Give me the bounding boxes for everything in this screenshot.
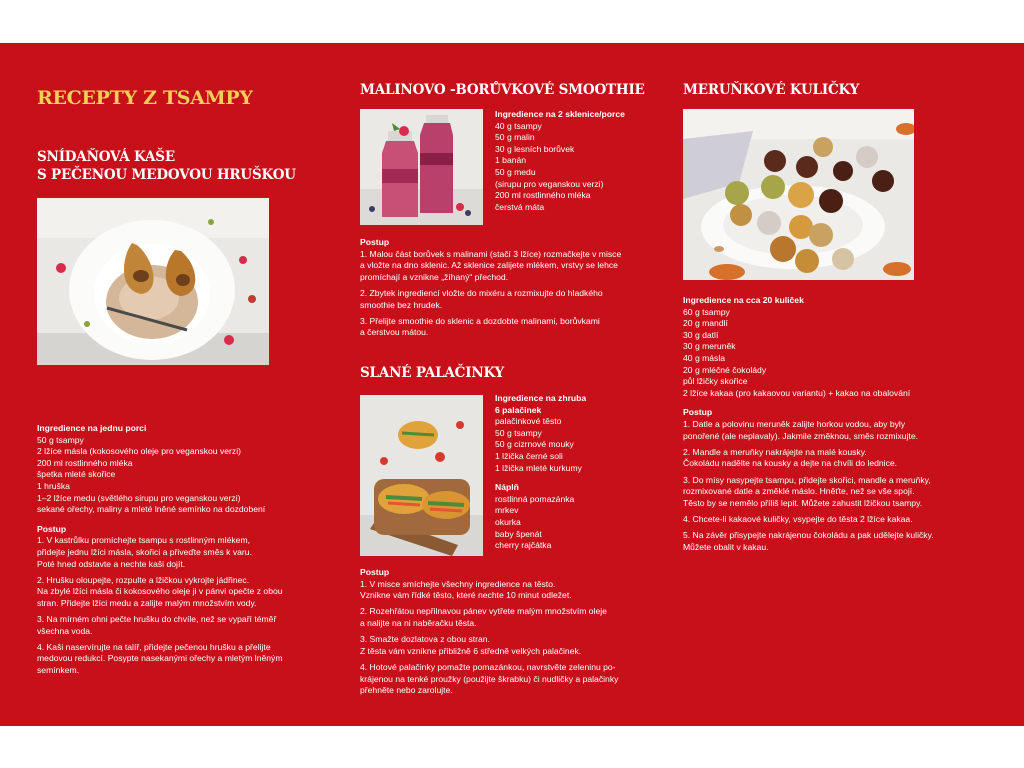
- step-line: 2. Mandle a meruňky nakrájejte na malé kousky.: [683, 446, 867, 457]
- apricot-balls-ingredient: 20 g mléčné čokolády: [683, 364, 767, 375]
- apricot-balls-ingredient: půl lžičky skořice: [683, 376, 748, 387]
- porridge-ingredient: 1 hruška: [37, 480, 70, 491]
- porridge-title-line-2: S PEČENOU MEDOVOU HRUŠKOU: [37, 167, 296, 183]
- porridge-ingredient: 200 ml rostlinného mléka: [37, 457, 133, 468]
- smoothie-title: MALINOVO -BORŮVKOVÉ SMOOTHIE: [360, 82, 645, 98]
- porridge-recipe-text: [37, 423, 283, 681]
- porridge-ingredient: sekané ořechy, maliny a mleté lněné semínko na dozdobení: [37, 504, 266, 515]
- apricot-balls-step-4: [683, 514, 934, 526]
- step-line: a nalijte na ni naběračku těsta.: [360, 617, 477, 628]
- porridge-ingredient: 50 g tsampy: [37, 434, 84, 445]
- step-line: Čokoládu nadělte na kousky a dejte na chvíli do lednice.: [683, 458, 898, 469]
- apricot-balls-ingredient: 30 g datlí: [683, 329, 719, 340]
- pancakes-steps-heading: Postup: [360, 567, 390, 577]
- smoothie-ingredients: [495, 109, 625, 213]
- pancakes-ingredients: [495, 393, 586, 552]
- step-line: 3. Smažte dozlatova z obou stran.: [360, 634, 490, 645]
- step-line: 4. Kaši naservírujte na talíř, přidejte pečenou hrušku a přelijte: [37, 641, 271, 652]
- step-line: přehněte nebo zarolujte.: [360, 685, 453, 696]
- step-line: Těsto by se nemělo příliš lepit. Můžete zahustit lžičkou tsampy.: [683, 497, 923, 508]
- apricot-balls-step-5: [683, 530, 934, 553]
- porridge-ingredient: 2 lžíce másla (kokosového oleje pro veganskou verzi): [37, 446, 241, 457]
- pancakes-step-1: [360, 579, 618, 602]
- pancakes-ingredient: 1 lžička mleté kurkumy: [495, 462, 582, 473]
- step-line: promíchají a vznikne „žíhaný“ přechod.: [360, 271, 509, 282]
- smoothie-ingredient: 200 ml rostlinného mléka: [495, 190, 591, 201]
- porridge-ingredient: 1–2 lžíce medu (světlého sirupu pro veganskou verzi): [37, 492, 241, 503]
- step-line: stran. Přidejte lžíci medu a zalijte malým množstvím vody.: [37, 597, 257, 608]
- apricot-balls-photo: [683, 109, 914, 280]
- pancakes-filling-item: mrkev: [495, 505, 519, 516]
- step-line: 3. Na mírném ohni pečte hrušku do chvíle, než se vypaří téměř: [37, 614, 277, 625]
- apricot-balls-steps-heading: Postup: [683, 407, 713, 418]
- step-line: 3. Do mísy nasypejte tsampu, přidejte skořici, mandle a meruňky,: [683, 474, 931, 485]
- porridge-ingredient: špetka mleté skořice: [37, 469, 116, 480]
- apricot-balls-ingredient: 30 g meruněk: [683, 341, 736, 352]
- step-line: 3. Přelijte smoothie do sklenic a dozdobte malinami, borůvkami: [360, 315, 600, 326]
- smoothie-steps-heading: Postup: [360, 237, 390, 247]
- smoothie-ingredient: 30 g lesních borůvek: [495, 143, 575, 154]
- smoothie-steps: [360, 237, 621, 344]
- pancakes-filling-item: rostlinná pomazánka: [495, 493, 575, 504]
- apricot-balls-title: MERUŇKOVÉ KULIČKY: [683, 82, 860, 98]
- apricot-balls-ingredient: 60 g tsampy: [683, 306, 730, 317]
- step-line: 5. Na závěr přisypejte nakrájenou čokoládu a pak udělejte kuličky.: [683, 530, 934, 541]
- pancakes-ingredient: 1 lžička černé soli: [495, 450, 563, 461]
- apricot-balls-step-3: [683, 475, 934, 510]
- step-line: krájenou na tenké proužky (použijte škrabku) či nudličky a palačinky: [360, 673, 619, 684]
- apricot-balls-step-1: [683, 419, 934, 442]
- pancakes-step-3: [360, 634, 618, 657]
- porridge-title: [37, 148, 296, 184]
- pancakes-ingredient: 50 g cizrnové mouky: [495, 439, 574, 450]
- porridge-steps-heading: Postup: [37, 523, 67, 534]
- main-title: RECEPTY Z TSAMPY: [37, 87, 253, 109]
- step-line: a čerstvou mátou.: [360, 327, 429, 338]
- apricot-balls-ingredient: 40 g másla: [683, 352, 726, 363]
- pancakes-title: SLANÉ PALAČINKY: [360, 365, 505, 381]
- pancakes-step-2: [360, 606, 618, 629]
- step-line: medovou redukcí. Posypte nasekanými ořechy a mletým lněným: [37, 653, 283, 664]
- step-line: 2. Zbytek ingrediencí vložte do mixéru a rozmixujte do hladkého: [360, 287, 603, 298]
- pancakes-ingredient: 50 g tsampy: [495, 427, 542, 438]
- pancakes-filling-item: cherry rajčátka: [495, 540, 552, 551]
- apricot-balls-step-2: [683, 447, 934, 470]
- step-line: 1. V kastrůlku promíchejte tsampu s rostlinným mlékem,: [37, 535, 251, 546]
- step-line: Vznikne vám řídké těsto, které nechte 10 minut odležet.: [360, 590, 572, 601]
- pancakes-steps: [360, 567, 618, 701]
- smoothie-ingredient: (sirupu pro veganskou verzi): [495, 178, 604, 189]
- apricot-balls-recipe-text: [683, 295, 934, 558]
- step-line: ponořené (ale neplavaly). Jakmile změknou, směs rozmixujte.: [683, 430, 918, 441]
- pancakes-filling-heading: Náplň: [495, 482, 519, 493]
- step-line: smoothie bez hrudek.: [360, 299, 443, 310]
- step-line: 2. Rozehřátou nepřilnavou pánev vytřete malým množstvím oleje: [360, 606, 607, 617]
- step-line: 1. Malou část borůvek s malinami (stačí 3 lžíce) rozmačkejte v misce: [360, 248, 622, 259]
- porridge-step-3: [37, 614, 283, 637]
- smoothie-ingredients-heading: Ingredience na 2 sklenice/porce: [495, 109, 625, 119]
- porridge-ingredients-heading: Ingredience na jednu porci: [37, 423, 147, 433]
- apricot-balls-ingredients-heading: Ingredience na cca 20 kuliček: [683, 295, 804, 305]
- pancakes-ingredients-heading-2: 6 palačinek: [495, 404, 542, 415]
- apricot-balls-ingredient: 20 g mandlí: [683, 318, 728, 329]
- smoothie-step-2: [360, 288, 621, 311]
- smoothie-step-3: [360, 316, 621, 339]
- smoothie-step-1: [360, 249, 621, 284]
- step-line: 1. Datle a polovinu meruněk zalijte horkou vodou, aby byly: [683, 418, 906, 429]
- smoothie-ingredient: 50 g malin: [495, 132, 535, 143]
- step-line: a vložte na dno sklenic. Až sklenice zalijete mlékem, vrstvy se lehce: [360, 260, 618, 271]
- smoothie-ingredient: čerstvá máta: [495, 201, 545, 212]
- pancakes-filling-item: okurka: [495, 516, 521, 527]
- step-line: přidejte jednu lžíci másla, skořici a přiveďte směs k varu.: [37, 546, 252, 557]
- smoothie-ingredient: 1 banán: [495, 155, 527, 166]
- porridge-photo: [37, 198, 269, 365]
- pancakes-step-4: [360, 662, 618, 697]
- recipe-page: [0, 43, 1024, 726]
- pancakes-photo: [360, 395, 483, 556]
- porridge-title-line-1: SNÍDAŇOVÁ KAŠE: [37, 149, 175, 165]
- step-line: Poté hned odstavte a nechte kaši dojít.: [37, 558, 186, 569]
- step-line: 4. Hotové palačinky pomažte pomazánkou, navrstvěte zeleninu po-: [360, 661, 616, 672]
- pancakes-ingredient: palačinkové těsto: [495, 416, 562, 427]
- smoothie-ingredient: 50 g medu: [495, 166, 536, 177]
- pancakes-filling-item: baby špenát: [495, 528, 542, 539]
- step-line: Z těsta vám vznikne přibližně 6 středně velkých palačinek.: [360, 645, 582, 656]
- porridge-step-2: [37, 575, 283, 610]
- step-line: 4. Chcete-li kakaové kuličky, vsypejte do těsta 2 lžíce kakaa.: [683, 513, 913, 524]
- step-line: Můžete obalit v kakau.: [683, 541, 769, 552]
- porridge-step-4: [37, 642, 283, 677]
- smoothie-photo: [360, 109, 483, 225]
- step-line: rozmixované datle a změklé máslo. Hněťte, než se vše spojí.: [683, 486, 915, 497]
- step-line: 2. Hrušku oloupejte, rozpulte a lžičkou vykrojte jádřinec.: [37, 574, 250, 585]
- smoothie-ingredient: 40 g tsampy: [495, 120, 542, 131]
- step-line: 1. V misce smíchejte všechny ingredience na těsto.: [360, 578, 556, 589]
- step-line: Na zbylé lžíci másla či kokosového oleje ji v pánvi opečte z obou: [37, 586, 283, 597]
- pancakes-ingredients-heading-1: Ingredience na zhruba: [495, 393, 587, 403]
- step-line: všechna voda.: [37, 625, 93, 636]
- porridge-step-1: [37, 535, 283, 570]
- step-line: semínkem.: [37, 665, 80, 676]
- apricot-balls-ingredient: 2 lžíce kakaa (pro kakaovou variantu) + kakao na obalování: [683, 387, 911, 398]
